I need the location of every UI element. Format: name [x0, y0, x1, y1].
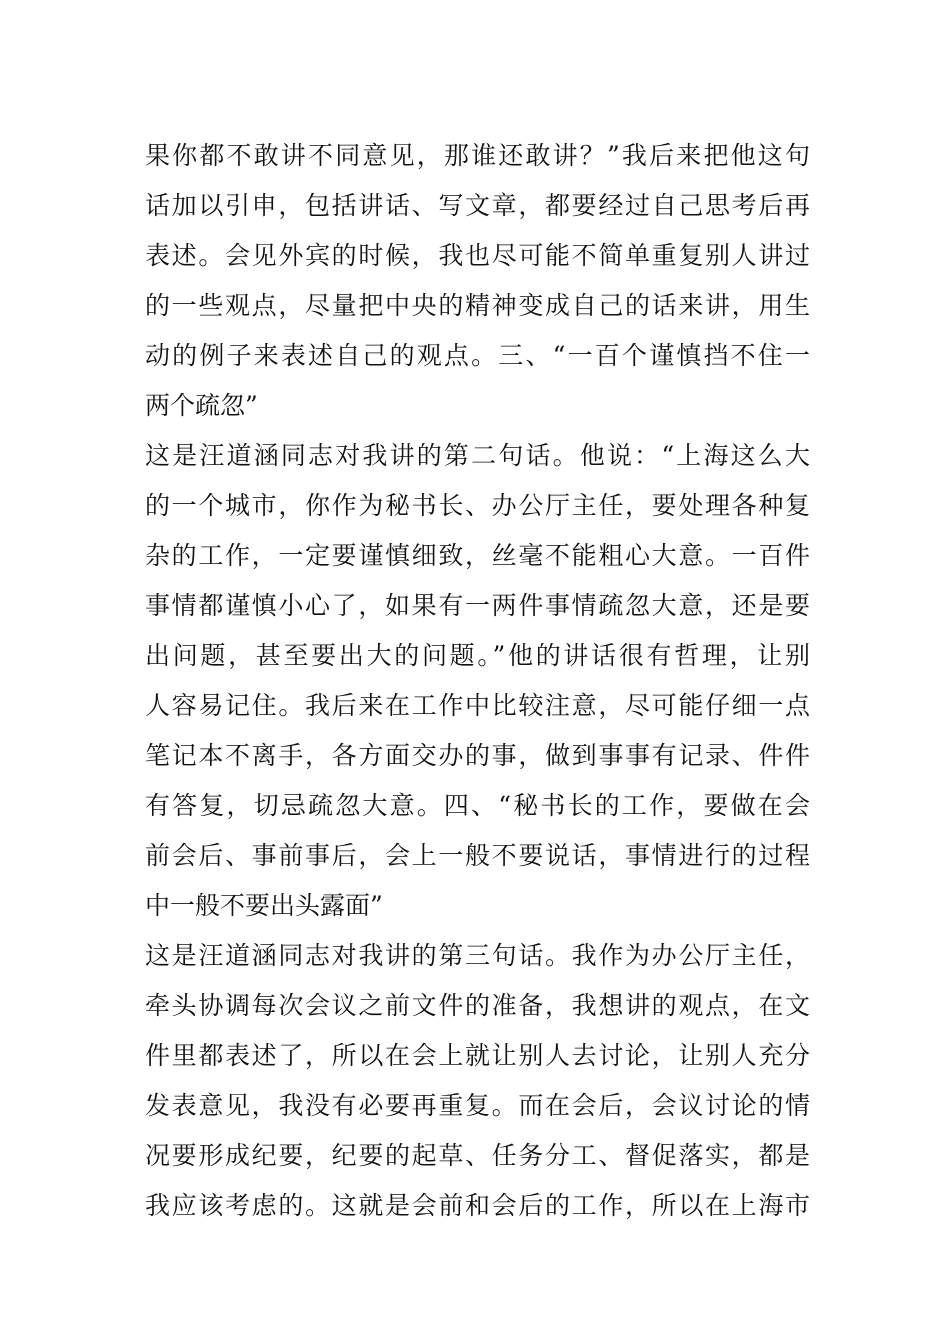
text-line: 中一般不要出头露面”: [145, 891, 383, 920]
text-line: 出问题，甚至要出大的问题。”他的讲话很有哲理，让别: [145, 641, 810, 670]
text-line: 事情都谨慎小心了，如果有一两件事情疏忽大意，还是要: [145, 591, 810, 620]
text-line: 的一个城市，你作为秘书长、办公厅主任，要处理各种复: [145, 491, 810, 520]
text-line: 果你都不敢讲不同意见，那谁还敢讲？”我后来把他这句: [145, 141, 810, 170]
text-line: 我应该考虑的。这就是会前和会后的工作，所以在上海市: [145, 1191, 810, 1220]
document-body-text: [145, 131, 810, 1231]
text-line: 件里都表述了，所以在会上就让别人去讨论，让别人充分: [145, 1041, 810, 1070]
text-line: 笔记本不离手，各方面交办的事，做到事事有记录、件件: [145, 741, 810, 770]
text-line: 前会后、事前事后，会上一般不要说话，事情进行的过程: [145, 841, 810, 870]
text-line: 动的例子来表述自己的观点。三、“一百个谨慎挡不住一: [145, 341, 810, 370]
text-line: 有答复，切忌疏忽大意。四、“秘书长的工作，要做在会: [145, 791, 810, 820]
text-line: 人容易记住。我后来在工作中比较注意，尽可能仔细一点: [145, 691, 810, 720]
text-line: 的一些观点，尽量把中央的精神变成自己的话来讲，用生: [145, 291, 810, 320]
text-line: 发表意见，我没有必要再重复。而在会后，会议讨论的情: [145, 1091, 810, 1120]
text-line: 两个疏忽”: [145, 391, 258, 420]
text-line: 杂的工作，一定要谨慎细致，丝毫不能粗心大意。一百件: [145, 541, 810, 570]
text-line: 牵头协调每次会议之前文件的准备，我想讲的观点，在文: [145, 991, 810, 1020]
text-line: 表述。会见外宾的时候，我也尽可能不简单重复别人讲过: [145, 241, 810, 270]
text-line: 这是汪道涵同志对我讲的第三句话。我作为办公厅主任，: [145, 941, 810, 970]
text-line: 话加以引申，包括讲话、写文章，都要经过自己思考后再: [145, 191, 810, 220]
text-line: 这是汪道涵同志对我讲的第二句话。他说：“上海这么大: [145, 441, 810, 470]
text-line: 况要形成纪要，纪要的起草、任务分工、督促落实，都是: [145, 1141, 810, 1170]
